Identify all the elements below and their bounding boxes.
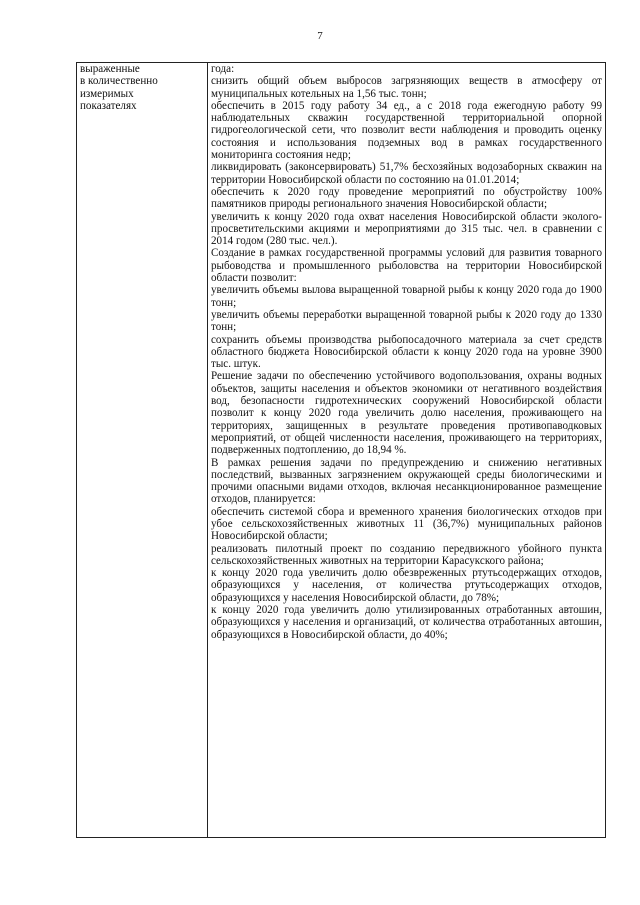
paragraph: обеспечить системой сбора и временного хранения биологических отходов при убое сельскохозяйственных животных 11 (36,7%) муниципальных районов Новосибирской области; bbox=[211, 505, 602, 543]
paragraph: года: bbox=[211, 63, 235, 75]
paragraph: реализовать пилотный проект по созданию передвижного убойного пункта сельскохозяйственных животных на территории Карасукского района; bbox=[211, 542, 602, 567]
paragraph: увеличить объемы вылова выращенной товарной рыбы к концу 2020 года до 1900 тонн; bbox=[211, 284, 602, 309]
document-table bbox=[76, 62, 606, 838]
paragraph: Решение задачи по обеспечению устойчивого водопользования, охраны водных объектов, защиты населения и объектов экономики от негативного воздействия вод, безопасности гидротехнических сооружений Новосибирской области позволит к концу 2020 года увеличить долю населения, проживающего на территориях, защищенных в результате проведения противопаводковых мероприятий, от общей численности населения, проживающего на территориях, подверженных подтоплению, до 18,94 %. bbox=[211, 370, 602, 457]
paragraph: Создание в рамках государственной программы условий для развития товарного рыбоводства и промышленного рыболовства на территории Новосибирской области позволит: bbox=[211, 247, 602, 285]
table-row bbox=[77, 63, 606, 838]
paragraph: к концу 2020 года увеличить долю утилизированных отработанных автошин, образующихся у населения и организаций, от количества отработанных автошин, образующихся в Новосибирской области, до 40%; bbox=[211, 604, 602, 641]
label-line: показателях bbox=[80, 99, 137, 112]
paragraph: обеспечить к 2020 году проведение мероприятий по обустройству 100% памятников природы регионального значения Новосибирской области; bbox=[211, 185, 602, 211]
paragraph: В рамках решения задачи по предупреждению и снижению негативных последствий, вызванных загрязнением окружающей среды биологическими и прочими опасными видами отходов, включая несанкционированное размещение отходов, планируется: bbox=[211, 456, 602, 506]
paragraph: увеличить к концу 2020 года охват населения Новосибирской области эколого-просветительскими акциями и мероприятиями до 315 тыс. чел. в сравнении с 2014 годом (280 тыс. чел.). bbox=[211, 210, 602, 248]
paragraph: сохранить объемы производства рыбопосадочного материала за счет средств областного бюджета Новосибирской области к концу 2020 года на уровне 3900 тыс. штук. bbox=[211, 333, 602, 371]
label-line: измеримых bbox=[80, 87, 134, 100]
paragraph: к концу 2020 года увеличить долю обезвреженных ртутьсодержащих отходов, образующихся у населения, от количества ртутьсодержащих отходов, образующихся у населения Новосибирской области, до 78%; bbox=[211, 567, 602, 604]
table-cell-label bbox=[77, 63, 208, 838]
label-line: выраженные bbox=[80, 63, 140, 75]
label-line: в количественно bbox=[80, 75, 158, 88]
paragraph: увеличить объемы переработки выращенной товарной рыбы к 2020 году до 1330 тонн; bbox=[211, 308, 602, 334]
page-number: 7 bbox=[317, 30, 323, 42]
table-cell-content bbox=[208, 63, 606, 838]
paragraph: снизить общий объем выбросов загрязняющих веществ в атмосферу от муниципальных котельных на 1,56 тыс. тонн; bbox=[211, 75, 602, 100]
paragraph: обеспечить в 2015 году работу 34 ед., а с 2018 года ежегодную работу 99 наблюдательных скважин государственной территориальной опорной гидрогеологической сети, что позволит вести наблюдения и проводить оценку состояния и использования подземных вод в рамках государственного мониторинга состояния недр; bbox=[211, 99, 602, 162]
paragraph: ликвидировать (законсервировать) 51,7% бесхозяйных водозаборных скважин на территории Новосибирской области по состоянию на 01.01.2014; bbox=[211, 161, 602, 186]
